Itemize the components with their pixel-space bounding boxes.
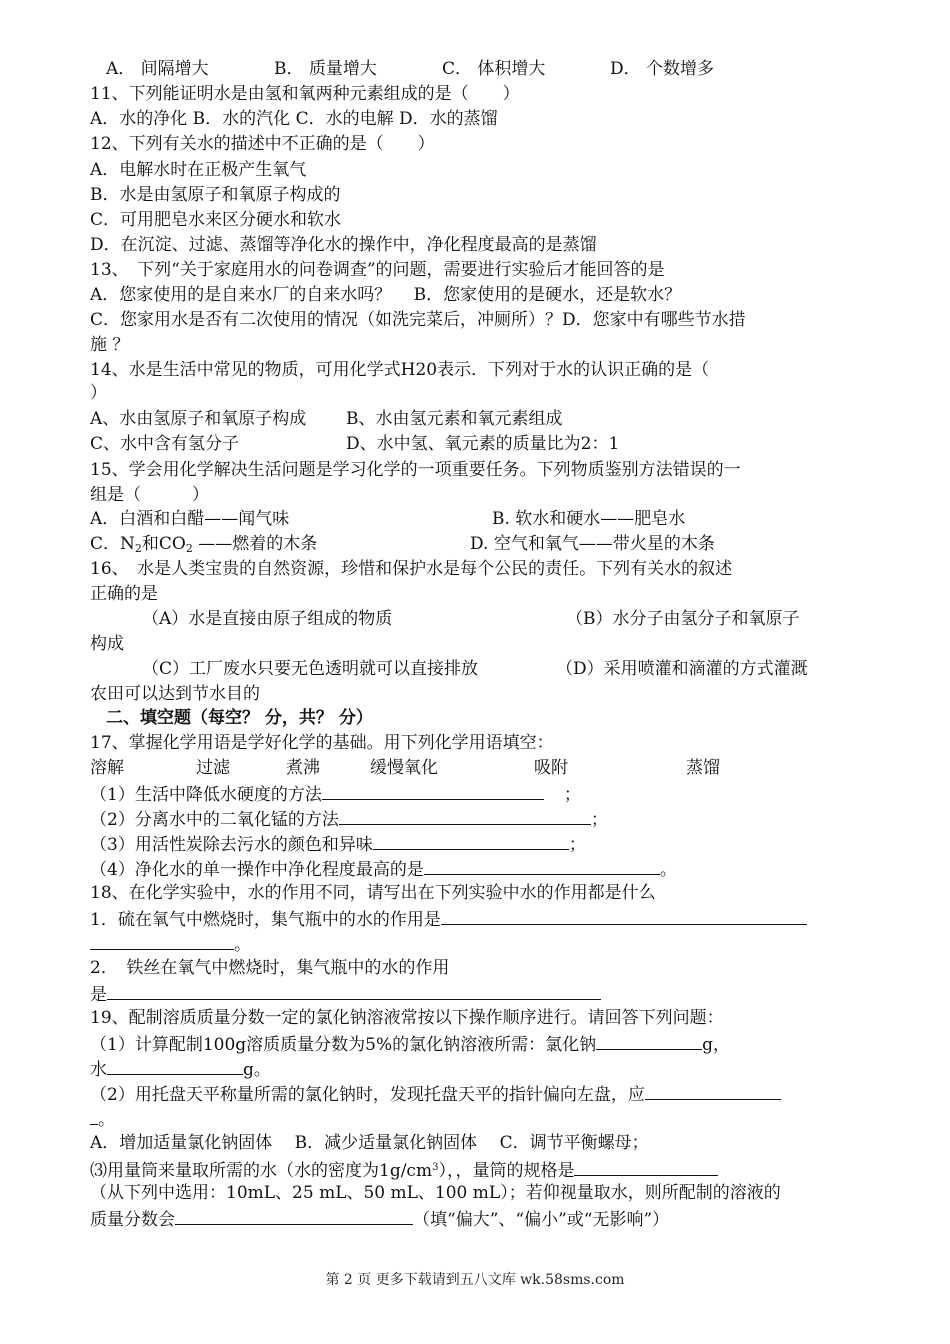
- q17-answer-1[interactable]: [322, 781, 544, 800]
- q14-stem-cont: ）: [90, 383, 107, 403]
- q10-option-d: D． 个数增多: [610, 59, 715, 79]
- q19-answer-2a[interactable]: [645, 1081, 781, 1100]
- q17-word-1: 溶解: [90, 758, 124, 778]
- q15-stem: 15、学会用化学解决生活问题是学习化学的一项重要任务。下列物质鉴别方法错误的一: [90, 460, 741, 480]
- q16-option-c: （C）工厂废水只要无色透明就可以直接排放: [142, 659, 479, 679]
- q19-answer-nacl[interactable]: [596, 1031, 702, 1050]
- q18-answer-1a[interactable]: [441, 906, 807, 925]
- q16-stem-cont: 正确的是: [90, 584, 158, 604]
- q17-stem: 17、掌握化学用语是学好化学的基础。用下列化学用语填空：: [90, 733, 554, 753]
- q19-answer-fraction[interactable]: [175, 1206, 413, 1225]
- q16-option-a: （A）水是直接由原子组成的物质: [142, 609, 393, 629]
- q19-part-2: （2）用托盘天平称量所需的氯化钠时，发现托盘天平的指针偏向左盘，应: [90, 1081, 781, 1107]
- q15-option-b: B. 软水和硬水——肥皂水: [492, 509, 686, 529]
- q17-part-1: （1）生活中降低水硬度的方法 ；: [90, 781, 581, 807]
- q10-option-c: C． 体积增大: [442, 59, 546, 79]
- q13-options-cd: C．您家用水是否有二次使用的情况（如洗完菜后，冲厕所）？D．您家中有哪些节水措: [90, 310, 746, 330]
- q15-option-a: A．白酒和白醋——闻气味: [90, 509, 290, 529]
- q19-stem: 19、配制溶质质量分数一定的氯化钠溶液常按以下操作顺序进行。请回答下列问题：: [90, 1008, 724, 1028]
- q13-options-cd-cont: 施 ？: [90, 335, 130, 355]
- q19-part-3-end: 质量分数会 （填“偏大”、“偏小”或“无影响”）: [90, 1206, 669, 1232]
- q12-option-b: B．水是由氢原子和氧原子构成的: [90, 185, 341, 205]
- q10-option-a: A． 间隔增大: [106, 59, 209, 79]
- q14-option-c: C、水中含有氢分子: [90, 434, 240, 454]
- q13-stem: 13、 下列“关于家庭用水的问卷调查”的问题，需要进行实验后才能回答的是: [90, 260, 665, 280]
- q13-options-ab: A．您家使用的是自来水厂的自来水吗？ B．您家使用的是硬水，还是软水？: [90, 285, 682, 305]
- q10-option-b: B． 质量增大: [274, 59, 377, 79]
- section-title: 二、填空题（每空？ 分，共？ 分）: [106, 708, 373, 728]
- q17-answer-4[interactable]: [424, 856, 660, 875]
- q16-option-b: （B）水分子由氢分子和氧原子: [566, 609, 800, 629]
- q19-part-1-cont: 水 g。: [90, 1056, 271, 1082]
- q15-option-d: D. 空气和氧气——带火星的木条: [470, 534, 715, 554]
- q12-option-a: A．电解水时在正极产生氧气: [90, 160, 307, 180]
- q16-option-d-cont: 农田可以达到节水目的: [90, 684, 260, 704]
- q17-word-6: 蒸馏: [686, 758, 720, 778]
- q18-part-1-cont: 。: [90, 931, 251, 957]
- q16-option-b-cont: 构成: [90, 634, 124, 654]
- q17-word-5: 吸附: [534, 758, 568, 778]
- q12-option-c: C．可用肥皂水来区分硬水和软水: [90, 210, 342, 230]
- q19-part-2-cont: 。: [90, 1106, 115, 1132]
- q14-option-d: D、水中氢、氧元素的质量比为2：1: [346, 434, 620, 454]
- page-footer: 第 2 页 更多下载请到五八文库 wk.58sms.com: [325, 1272, 625, 1288]
- q19-answer-water[interactable]: [107, 1056, 243, 1075]
- q17-part-2: （2）分离水中的二氧化锰的方法 ；: [90, 806, 608, 832]
- q17-part-3: （3）用活性炭除去污水的颜色和异味 ；: [90, 831, 586, 857]
- q14-stem: 14、水是生活中常见的物质，可用化学式H20表示．下列对于水的认识正确的是（: [90, 360, 710, 380]
- q14-option-b: B、水由氢元素和氧元素组成: [346, 409, 563, 429]
- q17-word-4: 缓慢氧化: [370, 758, 438, 778]
- q19-answer-cylinder[interactable]: [574, 1157, 718, 1176]
- q17-word-3: 煮沸: [286, 758, 320, 778]
- q12-stem: 12、下列有关水的描述中不正确的是（ ）: [90, 134, 435, 154]
- q18-answer-2[interactable]: [107, 981, 601, 1000]
- q19-part-2-options: A．增加适量氯化钠固体 B．减少适量氯化钠固体 C．调节平衡螺母；: [90, 1133, 649, 1153]
- q17-answer-3[interactable]: [373, 831, 569, 850]
- q16-option-d: （D）采用喷灌和滴灌的方式灌溉: [556, 659, 808, 679]
- q18-part-2-cont: 是: [90, 981, 601, 1007]
- q17-word-2: 过滤: [196, 758, 230, 778]
- q14-option-a: A、水由氢原子和氧原子构成: [90, 409, 307, 429]
- q16-stem: 16、 水是人类宝贵的自然资源，珍惜和保护水是每个公民的责任。下列有关水的叙述: [90, 559, 733, 579]
- q11-stem: 11、下列能证明水是由氢和氧两种元素组成的是（ ）: [90, 84, 520, 104]
- q18-answer-1b[interactable]: [90, 931, 234, 950]
- q15-option-c: C．$N_2$和$CO_2$ ——燃着的木条: [90, 534, 318, 555]
- q11-options: A．水的净化 B．水的汽化 C．水的电解 D．水的蒸馏: [90, 109, 498, 129]
- q18-part-2: 2． 铁丝在氧气中燃烧时，集气瓶中的水的作用: [90, 958, 450, 978]
- q19-part-3-cont: （从下列中选用：10mL、25 mL、50 mL、100 mL）；若仰视量取水，则所配制的溶液的: [90, 1183, 781, 1203]
- q17-answer-2[interactable]: [339, 806, 591, 825]
- q18-stem: 18、在化学实验中，水的作用不同，请写出在下列实验中水的作用都是什么: [90, 883, 656, 903]
- q17-part-4: （4）净化水的单一操作中净化程度最高的是 。: [90, 856, 677, 882]
- q19-part-1: （1）计算配制100g溶质质量分数为5%的氯化钠溶液所需：氯化钠 g，: [90, 1031, 730, 1057]
- q19-part-3: ⑶用量筒来量取所需的水（水的密度为$1g/cm^3$），，量筒的规格是: [90, 1156, 718, 1183]
- q12-option-d: D．在沉淀、过滤、蒸馏等净化水的操作中，净化程度最高的是蒸馏: [90, 235, 597, 255]
- q18-part-1: 1．硫在氧气中燃烧时，集气瓶中的水的作用是: [90, 906, 807, 932]
- q19-answer-2b[interactable]: [90, 1106, 98, 1125]
- q15-stem-cont: 组是（ ）: [90, 485, 209, 505]
